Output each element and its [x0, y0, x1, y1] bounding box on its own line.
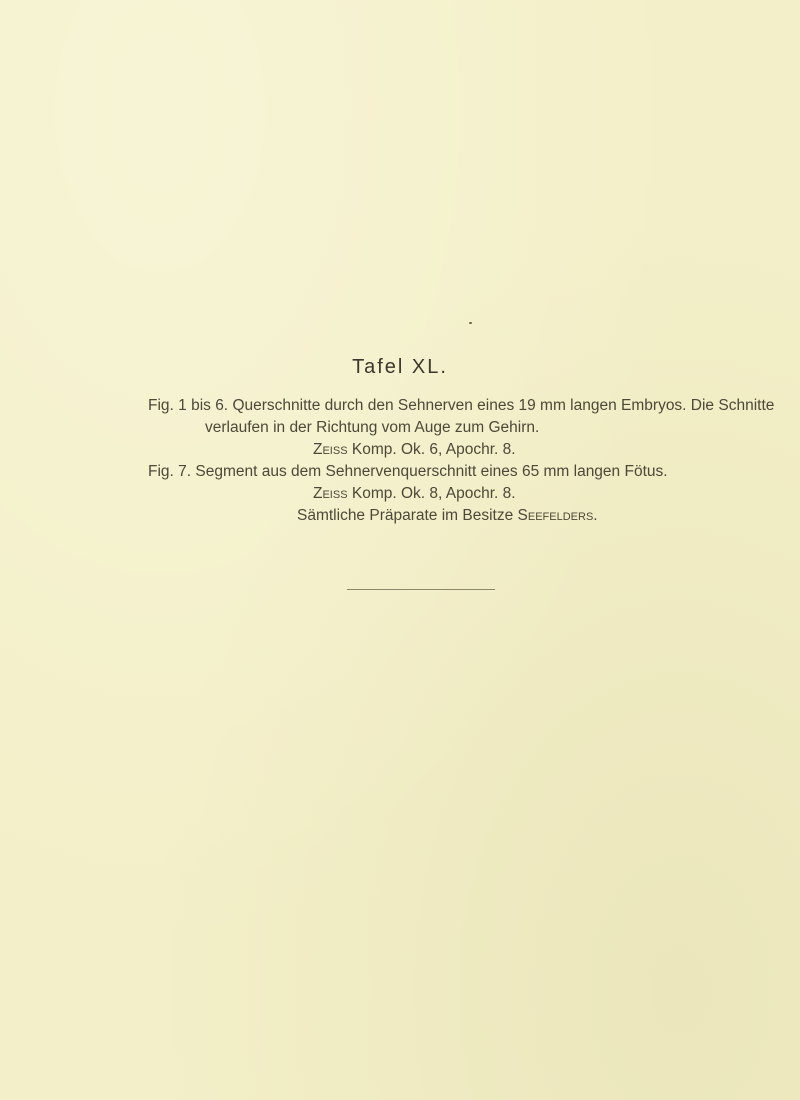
fig1-description-continued: verlaufen in der Richtung vom Auge zum Gehirn. [205, 419, 540, 436]
legend-line-fig1-continued [205, 417, 539, 439]
fig1-label: Fig. 1 bis 6. [148, 397, 229, 414]
legend-line-fig1-optics [313, 439, 516, 461]
fig7-optics-brand: Zeiss [313, 485, 348, 502]
fig7-label: Fig. 7. [148, 463, 192, 480]
fig1-optics: Komp. Ok. 6, Apochr. 8. [351, 441, 516, 458]
fig7-optics: Komp. Ok. 8, Apochr. 8. [351, 485, 516, 502]
fig7-description: Segment aus dem Sehnervenquerschnitt eines 65 mm langen Fötus. [195, 463, 668, 480]
ownership-text: Sämtliche Präparate im Besitze [297, 507, 514, 524]
legend-line-fig1 [148, 395, 774, 417]
fig1-description: Querschnitte durch den Sehnerven eines 19 mm langen Embryos. Die Schnitte [232, 397, 775, 414]
legend-line-fig7-optics [313, 483, 516, 505]
legend-line-ownership [297, 505, 598, 527]
legend-line-fig7 [148, 461, 668, 483]
divider-rule [347, 589, 495, 590]
ownership-name: Seefelders. [517, 507, 598, 524]
plate-title: Tafel XL. [352, 356, 448, 378]
fig1-optics-brand: Zeiss [313, 441, 348, 458]
print-speck [469, 322, 472, 324]
